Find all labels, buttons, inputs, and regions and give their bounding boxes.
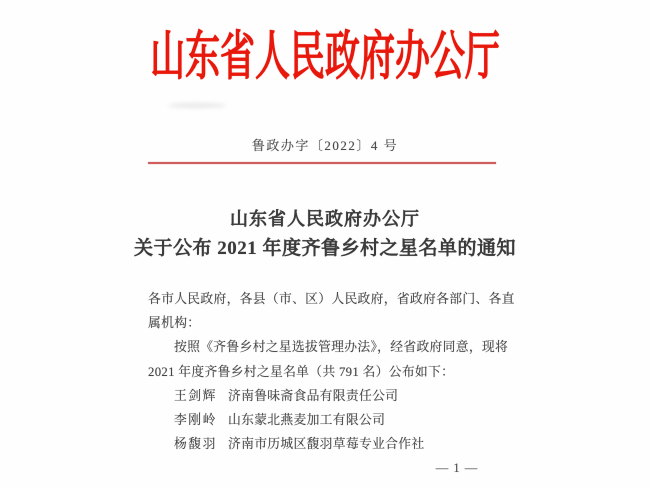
star-company: 山东蒙北燕麦加工有限公司 [228, 413, 386, 428]
star-list-row [148, 432, 504, 456]
star-company: 济南市历城区馥羽草莓专业合作社 [228, 437, 425, 452]
star-name: 杨馥羽 [174, 437, 217, 452]
star-list-row [148, 384, 504, 408]
intro-line-1: 按照《齐鲁乡村之星选拔管理办法》，经省政府同意，现将 [174, 340, 509, 355]
page-number: — 1 — [435, 461, 479, 475]
doc-body [148, 287, 515, 456]
scan-artifact [168, 103, 226, 108]
star-company: 济南鲁味斋食品有限责任公司 [228, 388, 399, 403]
star-name: 王剑辉 [174, 388, 217, 403]
intro-line-2: 2021 年度齐鲁乡村之星名单（共 791 名）公布如下： [148, 364, 455, 379]
star-list-row [148, 408, 504, 432]
doc-title-line1: 山东省人民政府办公厅 [230, 209, 420, 229]
doc-title-line2: 关于公布 2021 年度齐鲁乡村之星名单的通知 [133, 238, 516, 259]
recipients-line-2: 属机构： [148, 316, 201, 331]
red-divider-rule [148, 162, 496, 164]
doc-title [0, 205, 650, 264]
star-name: 李刚岭 [174, 413, 217, 428]
doc-number: 鲁政办字〔2022〕4 号 [251, 138, 399, 153]
masthead-title: 山东省人民政府办公厅 [150, 28, 500, 86]
recipients-line-1: 各市人民政府，各县（市、区）人民政府，省政府各部门、各直 [148, 292, 515, 306]
